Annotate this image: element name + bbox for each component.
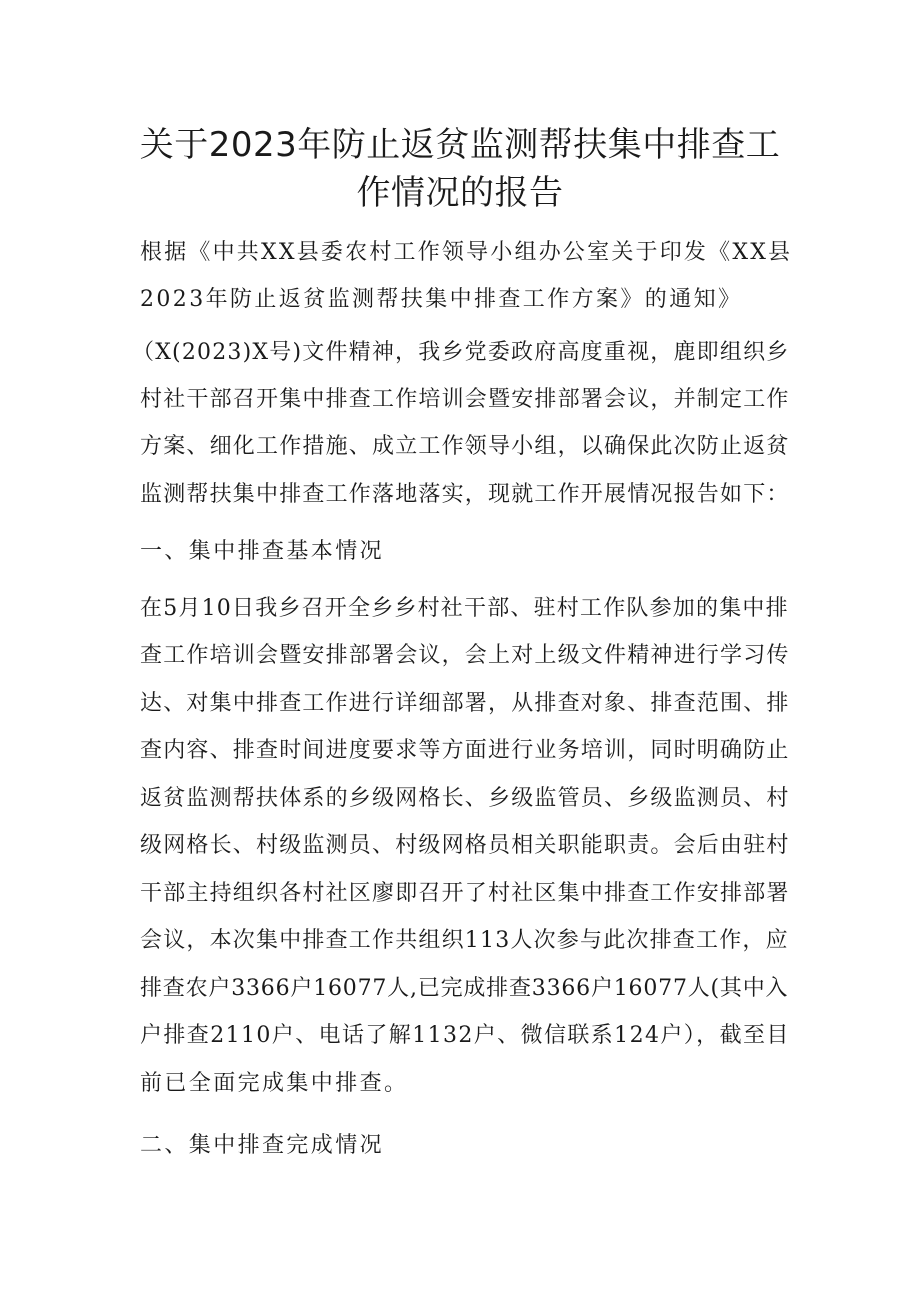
intro-line: 方案、细化工作措施、成立工作领导小组，以确保此次防止返贫 (140, 434, 790, 459)
intro-line: 村社干部召开集中排查工作培训会暨安排部署会议，并制定工作 (140, 387, 790, 412)
section-1-line: 级网格长、村级监测员、村级网格员相关职能职责。会后由驻村 (140, 833, 790, 858)
section-1-line: 返贫监测帮扶体系的乡级网格长、乡级监管员、乡级监测员、村 (140, 786, 790, 811)
intro-line: （X(2023)X号)文件精神，我乡党委政府高度重视，鹿即组织乡 (132, 340, 790, 365)
section-1-heading: 一、集中排查基本情况 (140, 539, 385, 564)
intro-line: 根据《中共XX县委农村工作领导小组办公室关于印发《XX县 (140, 240, 793, 265)
section-1-line: 前已全面完成集中排查。 (140, 1071, 409, 1096)
section-1-line: 会议，本次集中排查工作共组织113人次参与此次排查工作，应 (140, 928, 789, 953)
section-1-line: 排查农户3366户16077人,已完成排查3366户16077人(其中入 (140, 976, 789, 1001)
section-1-line: 在5月10日我乡召开全乡乡村社干部、驻村工作队参加的集中排 (140, 596, 789, 621)
document-title-line-1: 关于2023年防止返贫监测帮扶集中排查工 (139, 125, 781, 165)
document-title-line-2: 作情况的报告 (356, 173, 564, 213)
section-1-line: 查工作培训会暨安排部署会议，会上对上级文件精神进行学习传 (140, 643, 790, 668)
section-2-heading: 二、集中排查完成情况 (140, 1133, 385, 1158)
section-1-line: 干部主持组织各村社区廖即召开了村社区集中排查工作安排部署 (140, 881, 790, 906)
section-1-line: 户排查2110户、电话了解1132户、微信联系124户），截至目 (140, 1023, 790, 1048)
section-1-line: 达、对集中排查工作进行详细部署，从排查对象、排查范围、排 (140, 691, 790, 716)
section-1-line: 查内容、排查时间进度要求等方面进行业务培训，同时明确防止 (140, 738, 790, 763)
intro-line: 监测帮扶集中排查工作落地落实，现就工作开展情况报告如下： (140, 482, 790, 507)
intro-line: 2023年防止返贫监测帮扶集中排查工作方案》的通知》 (140, 287, 743, 312)
